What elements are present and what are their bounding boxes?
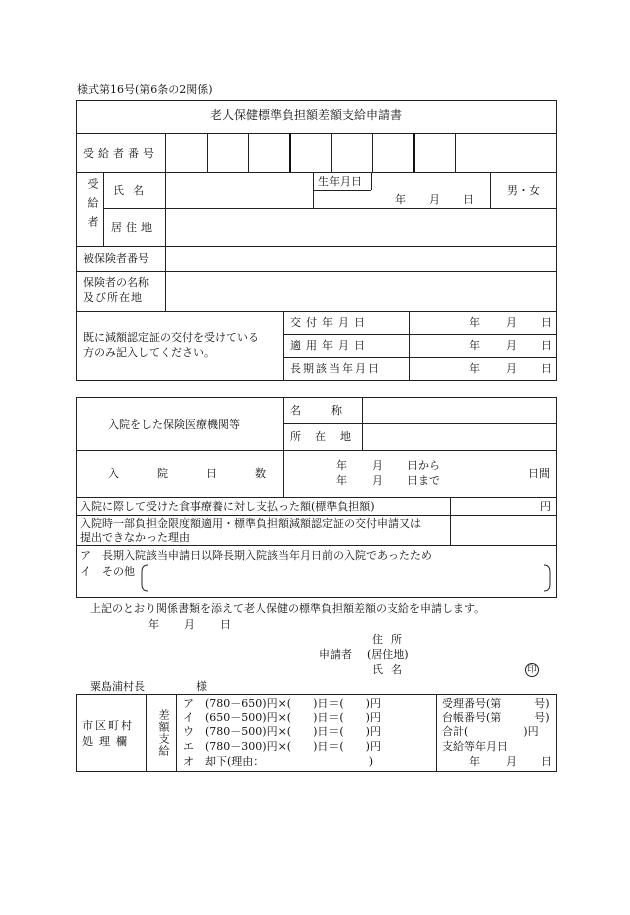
addressee-honorific: 様 [196,680,207,693]
payment-year-unit: 年 [469,755,480,768]
insured-number-input[interactable] [165,246,557,271]
total-amount[interactable]: 合計( )円 [442,725,539,738]
stay-period-input[interactable] [283,450,557,497]
apply-date-label: 適用年月日 [290,339,370,352]
applicant-name-input[interactable] [415,661,515,676]
payment-day-unit: 日 [541,755,552,768]
declaration-year-unit: 年 [148,618,159,631]
long-term-year-unit: 年 [469,362,480,375]
cert-note-1: 既に減額認定証の交付を受けている [83,331,259,344]
hospital-name-input[interactable] [362,397,557,423]
hospital-label: 入院をした保険医療機関等 [108,418,240,431]
declaration-day-unit: 日 [220,618,231,631]
long-term-date-label: 長期該当年月日 [290,362,381,375]
meal-cost-label: 入院に際して受けた食事療養に対し支払った額(標準負担額) [80,500,375,513]
other-reason-input[interactable] [150,565,542,591]
declaration-month-unit: 月 [184,618,195,631]
calc-row-a[interactable]: ア (780－650)円×( )日＝( )円 [183,697,381,710]
insurer-label-1: 保険者の名称 [83,276,149,289]
name-input[interactable] [165,172,313,208]
cert-note-2: 方のみ記入してください。 [83,346,215,359]
reason-option-a[interactable]: ア 長期入院該当申請日以降長期入院該当年月日前の入院であったため [80,549,432,562]
issue-month-unit: 月 [506,316,517,329]
receipt-number[interactable]: 受理番号(第 号) [442,697,550,710]
residence-label: (居住地) [367,648,409,661]
apply-day-unit: 日 [541,339,552,352]
birth-year-unit: 年 [395,193,406,206]
office-label-1: 市区町村 [82,719,134,732]
form-title: 老人保健標準負担額差額支給申請書 [210,108,403,122]
from-month-unit: 月 [372,459,383,472]
reason-option-b[interactable]: イ その他 [80,565,135,578]
applicant-address-input[interactable] [415,631,515,646]
hospital-name-label: 名称 [290,404,372,417]
from-year-unit: 年 [336,459,347,472]
diff-payment-label: 差額支給 [157,709,170,757]
to-year-unit: 年 [336,474,347,487]
insured-number-label: 被保険者番号 [83,252,149,265]
gender-select[interactable]: 男・女 [507,184,540,197]
recipient-label: 受給者 [86,178,99,235]
payment-date-label: 支給等年月日 [442,740,508,753]
calc-row-c[interactable]: ウ (780－500)円×( )日＝( )円 [183,725,381,738]
address-label: 居住地 [111,221,156,234]
days-unit: 日間 [528,467,550,480]
long-term-month-unit: 月 [506,362,517,375]
recipient-number-input[interactable] [165,133,498,173]
apply-year-unit: 年 [469,339,480,352]
applicant-address-label: 住所 [372,633,410,646]
ledger-number[interactable]: 台帳番号(第 号) [442,711,550,724]
apply-month-unit: 月 [506,339,517,352]
insurer-input[interactable] [165,271,557,311]
long-term-day-unit: 日 [541,362,552,375]
payment-month-unit: 月 [506,755,517,768]
calc-row-b[interactable]: イ (650－500)円×( )日＝( )円 [183,711,381,724]
name-label: 氏名 [113,184,153,197]
birth-month-unit: 月 [429,193,440,206]
recipient-number-label: 受給者番号 [83,147,158,160]
to-month-unit: 月 [372,474,383,487]
address-input[interactable] [165,208,557,246]
insurer-label-2: 及び所在地 [83,291,143,304]
declaration-text: 上記のとおり関係書類を添えて老人保健の標準負担額差額の支給を申請します。 [90,602,486,615]
office-label-2: 処理欄 [82,735,133,748]
addressee: 粟島浦村長 [90,680,145,693]
from-suffix: 日から [407,459,440,472]
issue-year-unit: 年 [469,316,480,329]
days-label: 入院日数 [108,467,304,480]
hospital-location-input[interactable] [362,423,557,450]
meal-cost-input[interactable] [450,497,538,515]
birth-date-label: 生年月日 [318,175,362,188]
issue-day-unit: 日 [541,316,552,329]
hospital-location-label: 所在地 [290,430,365,443]
reason-label-2: 提出できなかった理由 [80,531,190,544]
applicant-label: 申請者 [319,648,352,661]
birth-day-unit: 日 [463,193,474,206]
applicant-name-label: 氏名 [372,663,410,676]
issue-date-label: 交付年月日 [290,316,370,329]
reason-label-1: 入院時一部負担金限度額適用・標準負担額減額認定証の交付申請又は [80,517,421,530]
seal-mark: 印 [525,663,539,677]
meal-cost-yen: 円 [540,500,551,513]
calc-row-d[interactable]: エ (780－300)円×( )日＝( )円 [183,740,381,753]
calc-row-e[interactable]: オ 却下(理由： ) [183,755,374,768]
to-suffix: 日まで [407,474,440,487]
form-number: 様式第16号(第6条の2関係) [77,83,213,96]
